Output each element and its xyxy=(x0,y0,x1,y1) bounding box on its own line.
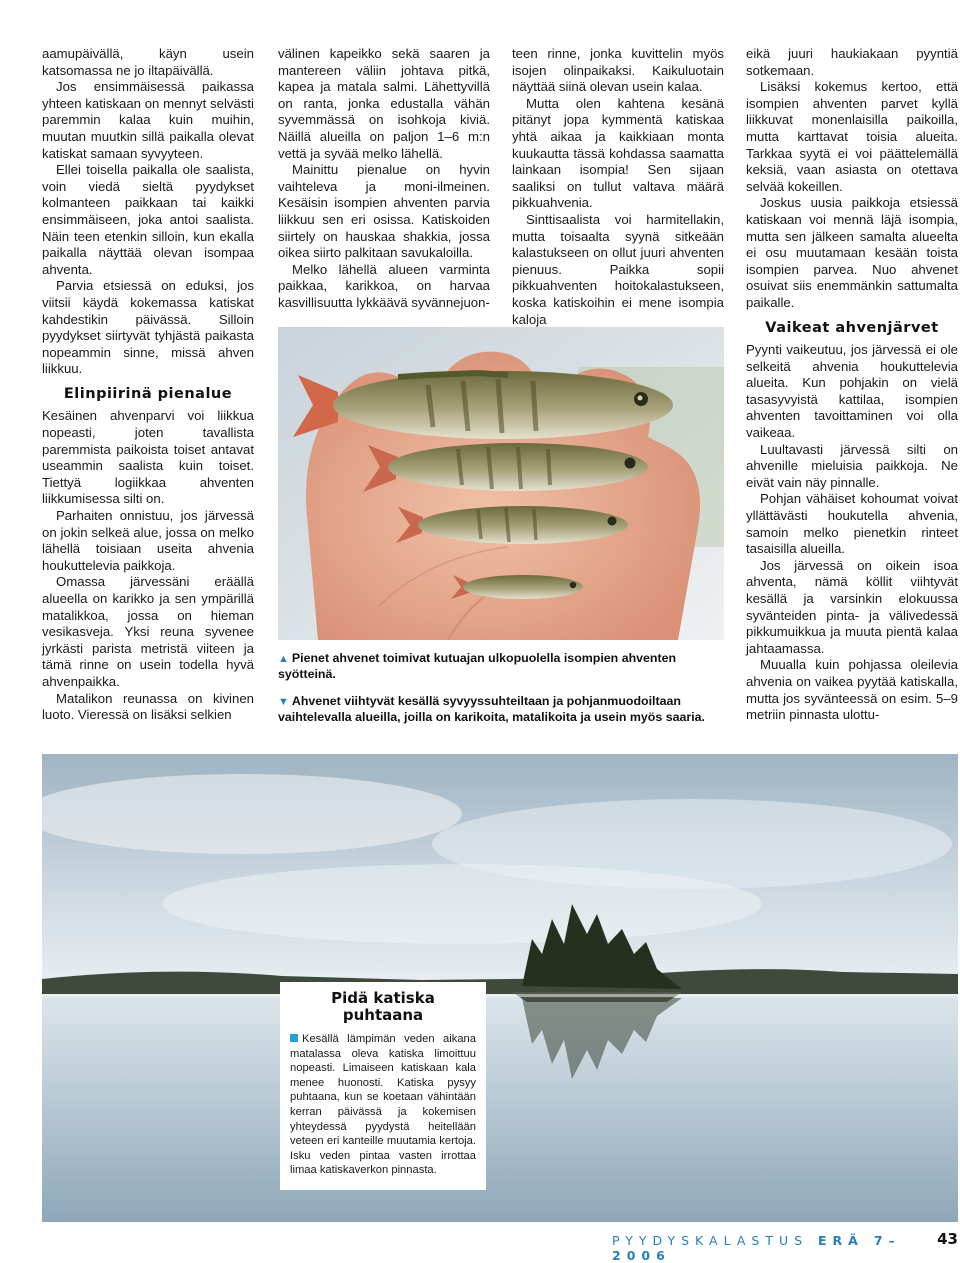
tip-box-title: Pidä katiska puhtaana xyxy=(331,989,435,1024)
magazine-title-bold: ERÄ xyxy=(818,1233,864,1248)
photo-caption-top xyxy=(278,651,724,682)
page-footer xyxy=(612,1230,958,1263)
tip-text: Kesällä lämpimän veden aikana matalassa oleva katiska limoittuu nopeasti. Limaiseen katiskaan kala menee huonosti. Katiska pysyy puhtaana, kun se koetaan vähintään kerran päivässä ja kokemisen yhteydessä pyydystä heitellään veteen eri kanteille muutamia kertoja. Isku veden pintaa vasten irrottaa limaa katiskaverkon pinnasta. xyxy=(290,1033,476,1177)
magazine-name xyxy=(612,1233,958,1263)
paragraph: Parhaiten onnistuu, jos järvessä on jokin selkeä alue, jossa on melko lähellä toisiaan useita ahvenia houkuttelevia paikkoja. xyxy=(42,508,254,573)
paragraph: Muualla kuin pohjassa oleilevia ahvenia on vaikea pyytää katiskalla, mutta jos syvänteessä on esim. 5–9 metriin pinnasta ulottu- xyxy=(746,657,958,723)
square-bullet-icon xyxy=(290,1034,298,1042)
paragraph: teen rinne, jonka kuvittelin myös isojen olinpaikaksi. Kaikuluotain näyttää siinä olevan usein kalaa. xyxy=(512,46,724,95)
paragraph: Melko lähellä alueen varminta paikkaa, karikkoa, on harvaa kasvillisuutta lykkäävä syvännejuon- xyxy=(278,261,490,310)
tip-box-text xyxy=(290,1032,476,1178)
tip-box xyxy=(280,982,486,1190)
paragraph: Luultavasti järvessä silti on ahvenille mieluisia paikkoja. Ne eivät vain näy pinnalle. xyxy=(746,441,958,490)
paragraph: Joskus uusia paikkoja etsiessä katiskaan voi mennä läjä isompia, mutta sen jälkeen samalta alueelta ei osu muutamaan kesään toista isompien parvea. Nuo ahvenet osuivat siis enemmänkin sattumalta paikalle. xyxy=(746,195,958,310)
paragraph: Kesäinen ahvenparvi voi liikkua nopeasti, joten tavallista paremmista paikoista toiset antavat useammin saalista kuin toiset. Tiettyä logiikkaa ahventen liikkumisessa silti on. xyxy=(42,408,254,507)
section-heading: Elinpiirinä pienalue xyxy=(63,385,233,402)
article-column-1 xyxy=(42,46,254,724)
paragraph: Parvia etsiessä on eduksi, jos viitsii käydä kokemassa katiskat kahdestikin päivässä. Silloin pyydykset siirtyvät tyhjästä paikasta nopeammin sinne, missä ahven liikkuu. xyxy=(42,278,254,377)
paragraph: Matalikon reunassa on kivinen luoto. Vieressä on lisäksi selkien xyxy=(42,690,254,723)
magazine-title-light: PYYDYSKALASTUS xyxy=(612,1233,809,1248)
paragraph: Mutta olen kahtena kesänä pitänyt jopa kymmentä katiskaa yhtä aikaa ja kaikkiaan monta kuukautta tässä kohdassa saamatta lainkaan isompia! Sen sijaan saaliksi on tullut valtava määrä pikkuahvenia. xyxy=(512,95,724,211)
paragraph: eikä juuri haukiakaan pyyntiä sotkemaan. xyxy=(746,46,958,78)
paragraph: Mainittu pienalue on hyvin vaihteleva ja moni-ilmeinen. Kesäisin isompien ahventen parvia liikkuu sen eri osissa. Katiskoiden siirtely on hauskaa shakkia, jossa oikea siirto palkitaan savukaloilla. xyxy=(278,162,490,261)
perch-in-hand-photo xyxy=(278,327,724,640)
paragraph: välinen kapeikko sekä saaren ja mantereen väliin johtava pitkä, kapea ja matala salmi. Lähettyvillä on ranta, jonka edustalla vähän syvemmässä on isohkoja kiviä. Näillä alueilla on paljon 1–6 m:n vettä ja syvää melko lähellä. xyxy=(278,46,490,161)
issue-number: 7–2006 xyxy=(612,1233,901,1263)
paragraph: Pyynti vaikeutuu, jos järvessä ei ole selkeitä ahvenia houkuttelevia alueita. Kun pohjakin on vielä tasasyvyistä kattilaa, isompien ahventen tavoittaminen voi olla vaikeaa. xyxy=(746,342,958,441)
paragraph: aamupäivällä, käyn usein katsomassa ne jo iltapäivällä. xyxy=(42,46,254,78)
page-number: 43 xyxy=(937,1230,958,1248)
triangle-up-icon: ▲ xyxy=(278,653,289,665)
paragraph: Pohjan vähäiset kohoumat voivat yllättävästi houkutella ahvenia, samoin melko pienetkin rinteet tasaisilla alueilla. xyxy=(746,491,958,557)
paragraph: Jos ensimmäisessä paikassa yhteen katiskaan on mennyt selvästi paremmin kalaa kuin muihin, muutan muutkin sillä paikalla olevat katiskat samaan syvyyteen. xyxy=(42,79,254,161)
paragraph: Ellei toisella paikalla ole saalista, voin viedä sieltä pyydykset kolmanteen paikkaan tai kaikki ensimmäiseen, joka antoi saalista. Näin teen etenkin silloin, kun ekalla paikalla näyttää olevan isompaa ahventa. xyxy=(42,162,254,277)
triangle-down-icon: ▼ xyxy=(278,696,289,708)
article-column-2 xyxy=(278,46,490,312)
paragraph: Lisäksi kokemus kertoo, että isompien ahventen parvet kyllä liikkuvat monenlaisilla paikoilla, mutta karttavat toisia alueita. Tarkkaa syytä ei voi päättelemällä keksiä, vaan asiasta on otettava selvää kokeillen. xyxy=(746,79,958,194)
paragraph: Omassa järvessäni eräällä alueella on karikko ja sen ympärillä matalikkoa, jossa on hieman vesikasveja. Yksi reuna syvenee jyrkästi parista metristä viiteen ja tämä rinne on usein todella hyvä ahvenpaikka. xyxy=(42,574,254,689)
photo-caption-bottom xyxy=(278,694,724,725)
section-heading: Vaikeat ahvenjärvet xyxy=(765,319,939,336)
lake-landscape-photo xyxy=(42,754,958,1222)
paragraph: Sinttisaalista voi harmitellakin, mutta toisaalta syynä sitkeään kalastukseen on ollut juuri ahventen pienuus. Paikka sopii pikkuahventen hoitokalastukseen, koska katiskoihin ei mene isompia kaloja xyxy=(512,211,724,327)
caption-text: Ahvenet viihtyvät kesällä syvyyssuhteiltaan ja pohjanmuodoiltaan vaihtelevalla alueilla, joilla on karikoita, matalikoita ja usein myös saaria. xyxy=(278,694,705,724)
paragraph: Jos järvessä on oikein isoa ahventa, nämä köllit viihtyvät kesällä ja varsinkin elokuussa syvänteiden pinta- ja välivedessä pikkumuikkua ja muuta pientä kalaa jahtaamassa. xyxy=(746,557,958,656)
article-column-3 xyxy=(512,46,724,328)
caption-text: Pienet ahvenet toimivat kutuajan ulkopuolella isompien ahventen syötteinä. xyxy=(278,651,677,681)
article-column-4 xyxy=(746,46,958,724)
